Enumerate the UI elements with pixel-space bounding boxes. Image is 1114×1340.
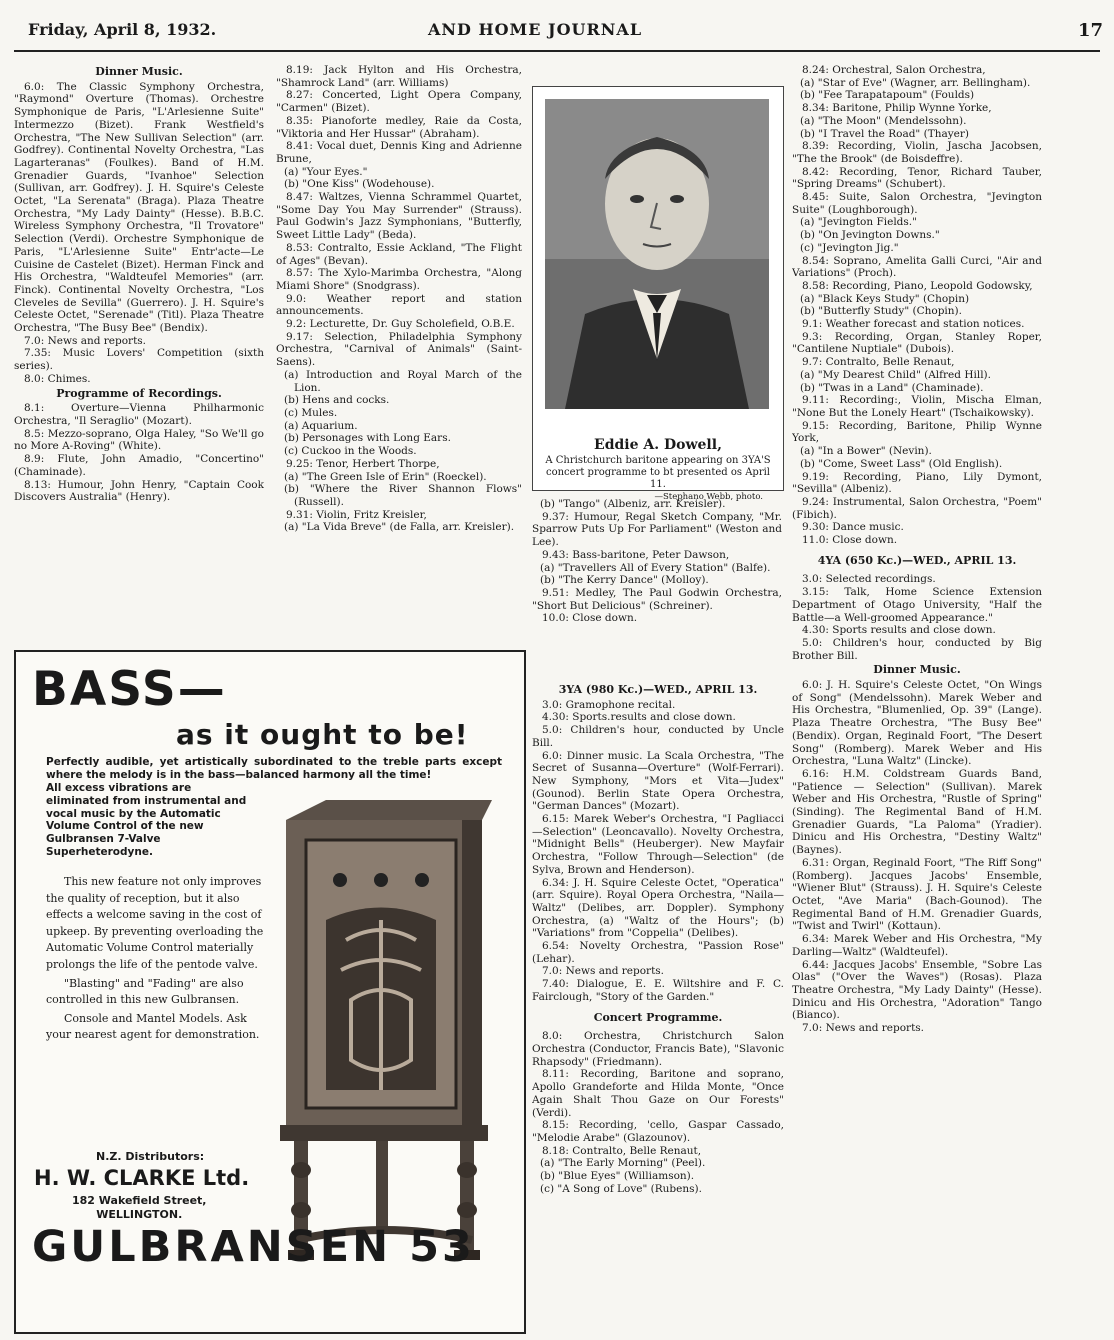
station-heading: 3YA (980 Kc.)—WED., APRIL 13. <box>558 683 758 696</box>
issue-date: Friday, April 8, 1932. <box>28 20 217 39</box>
programme-item: 4.30: Sports results and close down. <box>802 624 996 637</box>
programme-item: 9.37: Humour, Regal Sketch Company, "Mr. Sparrow Puts Up For Parliament" (Weston and Lee). <box>532 510 782 549</box>
programme-item: 9.15: Recording, Baritone, Philip Wynne York, <box>792 419 1042 445</box>
ad-intro: Perfectly audible, yet artistically subordinated to the treble parts except where the melody is in the bass—balanced harmony all the time! <box>46 756 502 781</box>
programme-item: (a) "Travellers All of Every Station" (Balfe). <box>540 561 771 574</box>
ad-body-paragraph: This new feature not only improves the quality of reception, but it also effects a welcome saving in the cost of upkeep. By preventing overloading the Automatic Volume Control materially prolongs the life of the pentode valve. <box>46 875 264 971</box>
programme-item: 8.0: Chimes. <box>24 372 91 385</box>
programme-item: (b) Hens and cocks. <box>284 394 390 407</box>
programme-item: (b) Personages with Long Ears. <box>284 432 451 445</box>
programme-item: 8.39: Recording, Violin, Jascha Jacobsen, "The the Brook" (de Boisdeffre). <box>792 140 1042 165</box>
programme-item: (b) "I Travel the Road" (Thayer) <box>800 127 969 140</box>
programme-item: 9.25: Tenor, Herbert Thorpe, <box>286 457 440 470</box>
programme-item: 8.24: Orchestral, Salon Orchestra, <box>802 64 986 76</box>
programme-item: (c) Cuckoo in the Woods. <box>284 445 417 458</box>
programme-item: (a) "The Moon" (Mendelssohn). <box>800 114 967 127</box>
gulbransen-advertisement <box>14 650 526 1334</box>
ad-distributor-name: H. W. CLARKE Ltd. <box>34 1166 250 1190</box>
programme-item: 8.47: Waltzes, Vienna Schrammel Quartet, "Some Day You May Surrender" (Strauss). Paul Godwin's Jazz Symphonians, "Butterfly, Sweet Little Lady" (Beda). <box>276 191 522 242</box>
station-heading: 4YA (650 Kc.)—WED., APRIL 13. <box>817 553 1017 567</box>
column-3-lower <box>532 682 784 1332</box>
programme-item: 6.31: Organ, Reginald Foort, "The Riff Song" (Romberg). Jacques Jacobs' Ensemble, "Wiener Blut" (Strauss). J. H. Squire's Celeste Octet, "Ave Maria" (Bach-Gounod). The Regimental Band of H.M. Grenadier Guards, "Twist and Twirl" (Kottaun). <box>792 856 1042 933</box>
programme-item: 8.19: Jack Hylton and His Orchestra, "Shamrock Land" (arr. Williams) <box>276 64 522 89</box>
photo-caption-name: Eddie A. Dowell, <box>594 437 722 453</box>
programme-item: 6.0: J. H. Squire's Celeste Octet, "On Wings of Song" (Mendelssohn). Marek Weber and His Orchestra, "Blumenlied, Op. 39" (Lange). Plaza Theatre Orchestra, "The Busy Bee" (Bendix). Organ, Reginald Foort, "The Desert Song" (Romberg). Marek Weber and His Orchestra, "Luna Waltz" (Lincke). <box>792 679 1042 768</box>
section-heading: Concert Programme. <box>593 1010 723 1024</box>
programme-item: 7.0: News and reports. <box>542 965 665 978</box>
programme-item: 8.27: Concerted, Light Opera Company, "Carmen" (Bizet). <box>276 89 522 115</box>
programme-item: 3.0: Selected recordings. <box>802 573 936 586</box>
programme-item: (b) "One Kiss" (Wodehouse). <box>284 178 435 191</box>
programme-item: 8.41: Vocal duet, Dennis King and Adrienne Brune, <box>276 140 522 165</box>
programme-item: (a) "The Early Morning" (Peel). <box>540 1157 706 1170</box>
programme-item: 6.54: Novelty Orchestra, "Passion Rose" (Lehar). <box>532 940 784 965</box>
programme-item: (a) "My Dearest Child" (Alfred Hill). <box>800 368 991 381</box>
journal-title: AND HOME JOURNAL <box>428 20 643 39</box>
portrait-image <box>545 99 769 409</box>
programme-item: 6.16: H.M. Coldstream Guards Band, "Patience — Selection" (Sullivan). Marek Weber and His Orchestra, "Rustle of Spring" (Sinding). The Regimental Band of H.M. Grenadier Guards, "La Paloma" (Yradier). Dinicu and His Orchestra, "Destiny Waltz" (Baynes). <box>792 767 1042 857</box>
programme-item: (a) "In a Bower" (Nevin). <box>800 445 932 458</box>
programme-item: (a) "Jevington Fields." <box>800 216 917 229</box>
column-1 <box>14 64 264 646</box>
ad-brand: GULBRANSEN 53 <box>32 1222 475 1272</box>
programme-item: 3.0: Gramophone recital. <box>542 698 676 711</box>
ad-distributor-address <box>72 1194 207 1222</box>
programme-item: 6.34: Marek Weber and His Orchestra, "My Darling—Waltz" (Waldteufel). <box>792 933 1042 958</box>
programme-item: (a) Introduction and Royal March of the Lion. <box>284 368 522 394</box>
programme-item: (b) "Where the River Shannon Flows" (Russell). <box>284 483 522 508</box>
section-heading: Dinner Music. <box>95 65 183 78</box>
programme-item: (a) "Your Eyes." <box>284 165 368 178</box>
programme-item: 9.51: Medley, The Paul Godwin Orchestra, "Short But Delicious" (Schreiner). <box>532 586 782 612</box>
programme-item: 8.34: Baritone, Philip Wynne Yorke, <box>802 102 992 115</box>
programme-item: 7.35: Music Lovers' Competition (sixth series). <box>14 347 264 373</box>
programme-item: 9.17: Selection, Philadelphia Symphony Orchestra, "Carnival of Animals" (Saint-Saens). <box>276 330 522 369</box>
ad-address-line: WELLINGTON. <box>96 1208 183 1221</box>
programme-item: (b) "Butterfly Study" (Chopin). <box>800 305 962 318</box>
programme-item: (b) "Fee Tarapatapoum" (Foulds) <box>800 89 975 102</box>
column-2 <box>276 64 522 646</box>
programme-item: 6.34: J. H. Squire Celeste Octet, "Operatica" (arr. Squire). Royal Opera Orchestra, "Naila—Waltz" (Delibes, arr. Doppler). Symphony Orchestra, (a) "Waltz of the Hours"; (b) "Variations" from "Coppelia" (Delibes). <box>532 876 784 940</box>
ad-distributor-label: N.Z. Distributors: <box>96 1150 205 1163</box>
programme-item: 9.1: Weather forecast and station notices. <box>802 318 1025 331</box>
ad-address-line: 182 Wakefield Street, <box>72 1194 207 1207</box>
programme-item: 6.44: Jacques Jacobs' Ensemble, "Sobre Las Olas" ("Over the Waves") (Rosas). Plaza Theatre Orchestra, "My Lady Dainty" (Hesse). Dinicu and His Orchestra, "Adoration" Tango (Bianco). <box>792 958 1042 1022</box>
programme-item: 8.1: Overture—Vienna Philharmonic Orchestra, "Il Seraglio" (Mozart). <box>14 402 264 427</box>
page-number: 17 <box>1078 20 1104 41</box>
programme-item: 11.0: Close down. <box>802 534 898 547</box>
programme-item: (b) "Come, Sweet Lass" (Old English). <box>800 457 1003 470</box>
programme-item: (b) "Blue Eyes" (Williamson). <box>540 1170 695 1183</box>
programme-item: 7.0: News and reports. <box>802 1022 925 1035</box>
programme-item: 9.11: Recording:, Violin, Mischa Elman, "None But the Lonely Heart" (Tschaikowsky). <box>792 394 1042 419</box>
programme-item: 9.31: Violin, Fritz Kreisler, <box>286 508 427 521</box>
programme-item: (a) Aquarium. <box>284 419 358 432</box>
radio-cabinet-image <box>266 800 502 1275</box>
programme-item: 3.15: Talk, Home Science Extension Department of Otago University, "Half the Battle—a Well-groomed Appearance." <box>792 586 1042 624</box>
programme-item: (b) "On Jevington Downs." <box>800 229 940 242</box>
programme-item: 8.45: Suite, Salon Orchestra, "Jevington Suite" (Loughborough). <box>792 191 1042 216</box>
programme-item: 8.54: Soprano, Amelita Galli Curci, "Air and Variations" (Proch). <box>792 254 1042 280</box>
header-rule <box>14 50 1100 52</box>
photo-credit: —Stephano Webb, photo. <box>654 492 763 502</box>
programme-item: 9.3: Recording, Organ, Stanley Roper, "Cantilene Nuptiale" (Dubois). <box>792 330 1042 356</box>
programme-item: 4.30: Sports.results and close down. <box>542 711 736 724</box>
section-heading: Programme of Recordings. <box>56 386 222 400</box>
programme-item: 6.0: Dinner music. La Scala Orchestra, "The Secret of Susanna—Overture" (Wolf-Ferrari). New Symphony, "Mors et Vita—Judex" (Gounod). Berlin State Opera Orchestra, "German Dances" (Mozart). <box>532 749 784 813</box>
programme-item: 6.15: Marek Weber's Orchestra, "I Pagliacci—Selection" (Leoncavallo). Novelty Orchestra, "Midnight Bells" (Heuberger). New Mayfair Orchestra, "Follow Through—Selection" (de Sylva, Brown and Henderson). <box>532 813 784 876</box>
programme-item: 7.0: News and reports. <box>24 334 147 347</box>
ad-body <box>46 874 264 1046</box>
programme-item: 8.53: Contralto, Essie Ackland, "The Flight of Ages" (Bevan). <box>276 241 522 267</box>
programme-item: 7.40: Dialogue, E. E. Wiltshire and F. C. Fairclough, "Story of the Garden." <box>532 978 784 1003</box>
column-4 <box>792 64 1042 1334</box>
programme-item: 9.24: Instrumental, Salon Orchestra, "Poem" (Fibich). <box>792 495 1042 521</box>
programme-item: (a) "La Vida Breve" (de Falla, arr. Kreisler). <box>284 521 515 534</box>
programme-item: (a) "The Green Isle of Erin" (Roeckel). <box>284 470 487 483</box>
programme-item: 9.43: Bass-baritone, Peter Dawson, <box>542 548 730 561</box>
programme-item: 9.7: Contralto, Belle Renaut, <box>802 356 955 369</box>
photo-caption-text: A Christchurch baritone appearing on 3YA'S concert programme to bt presented os April 11. <box>545 455 771 490</box>
programme-item: 6.0: The Classic Symphony Orchestra, "Raymond" Overture (Thomas). Orchestre Symphonique de Paris, "L'Arlesienne Suite" Intermezzo (Bizet). Frank Westfield's Orchestra, "The New Sullivan Selection" (arr. Godfrey). Continental Novelty Orchestra, "Las Lagarteranas" (Foulkes). Band of H.M. Grenadier Guards, "Ivanhoe" Selection (Sullivan, arr. Godfrey). J. H. Squire's Celeste Octet, "La Serenata" (Braga). Plaza Theatre Orchestra, "My Lady Dainty" (Hesse). B.B.C. Wireless Symphony Orchestra, "Il Trovatore" Selection (Verdi). Orchestre Symphonique de Paris, "L'Arlesienne Suite" Entr'acte—Le Cuisine de Castelet (Bizet). Herman Finck and His Orchestra, "Waldteufel Memories" (arr. Finck). Continental Novelty Orchestra, "Los Cleveles de Sevilla" (Guerrero). J. H. Squire's Celeste Octet, "Serenade" (Titl). Plaza Theatre Orchestra, "The Busy Bee" (Bendix). <box>14 80 264 335</box>
programme-item: 10.0: Close down. <box>542 612 638 625</box>
photo-caption <box>543 455 773 503</box>
programme-item: 8.58: Recording, Piano, Leopold Godowsky, <box>802 279 1033 292</box>
section-heading: Dinner Music. <box>873 663 961 677</box>
programme-item: 8.18: Contralto, Belle Renaut, <box>542 1144 702 1157</box>
programme-item: 9.30: Dance music. <box>802 521 904 534</box>
programme-item: (c) "Jevington Jig." <box>800 241 899 254</box>
programme-item: 8.35: Pianoforte medley, Raie da Costa, "Viktoria and Her Hussar" (Abraham). <box>276 114 522 140</box>
programme-item: (b) "The Kerry Dance" (Molloy). <box>540 574 709 587</box>
programme-item: (a) "Star of Eve" (Wagner, arr. Bellingham). <box>800 76 1031 89</box>
programme-item: 8.57: The Xylo-Marimba Orchestra, "Along Miami Shore" (Snodgrass). <box>276 267 522 292</box>
portrait-photo-box <box>532 86 784 502</box>
programme-item: (b) "Tango" (Albeniz, arr. Kreisler). <box>540 498 726 510</box>
programme-item: (b) "Twas in a Land" (Chaminade). <box>800 381 984 394</box>
programme-item: 8.9: Flute, John Amadio, "Concertino" (Chaminade). <box>14 453 264 478</box>
programme-item: 8.0: Orchestra, Christchurch Salon Orchestra (Conductor, Francis Bate), "Slavonic Rhapsody" (Friedmann). <box>532 1030 784 1068</box>
ad-body-paragraph: Console and Mantel Models. Ask your nearest agent for demonstration. <box>46 1011 260 1042</box>
column-3-upper <box>532 498 782 668</box>
programme-item: 9.0: Weather report and station announcements. <box>276 292 522 318</box>
programme-item: 9.19: Recording, Piano, Lily Dymont, "Sevilla" (Albeniz). <box>792 470 1042 496</box>
programme-item: (c) Mules. <box>284 406 338 419</box>
programme-item: 5.0: Children's hour, conducted by Uncle Bill. <box>532 724 784 749</box>
programme-item: 8.13: Humour, John Henry, "Captain Cook Discovers Australia" (Henry). <box>14 478 264 504</box>
ad-tagline: as it ought to be! <box>176 718 469 751</box>
programme-item: (a) "Black Keys Study" (Chopin) <box>800 292 970 305</box>
ad-feature: All excess vibrations are eliminated from instrumental and vocal music by the Automatic Volume Control of the new Gulbransen 7-Valve Superheterodyne. <box>46 782 247 858</box>
programme-item: 8.42: Recording, Tenor, Richard Tauber, "Spring Dreams" (Schubert). <box>792 165 1042 191</box>
programme-item: 8.11: Recording, Baritone and soprano, Apollo Grandeforte and Hilda Monte, "Once Again Shalt Thou Gaze on Our Forests" (Verdi). <box>532 1068 784 1119</box>
ad-headline: BASS— <box>32 662 227 717</box>
programme-item: 5.0: Children's hour, conducted by Big Brother Bill. <box>792 636 1042 662</box>
programme-item: 8.15: Recording, 'cello, Gaspar Cassado, "Melodie Arabe" (Glazounov). <box>532 1119 784 1144</box>
programme-item: 8.5: Mezzo-soprano, Olga Haley, "So We'll go no More A-Roving" (White). <box>14 427 264 453</box>
programme-item: 9.2: Lecturette, Dr. Guy Scholefield, O.B.E. <box>286 318 515 331</box>
ad-body-paragraph: "Blasting" and "Fading" are also controlled in this new Gulbransen. <box>46 976 244 1007</box>
programme-item: (c) "A Song of Love" (Rubens). <box>540 1182 702 1195</box>
